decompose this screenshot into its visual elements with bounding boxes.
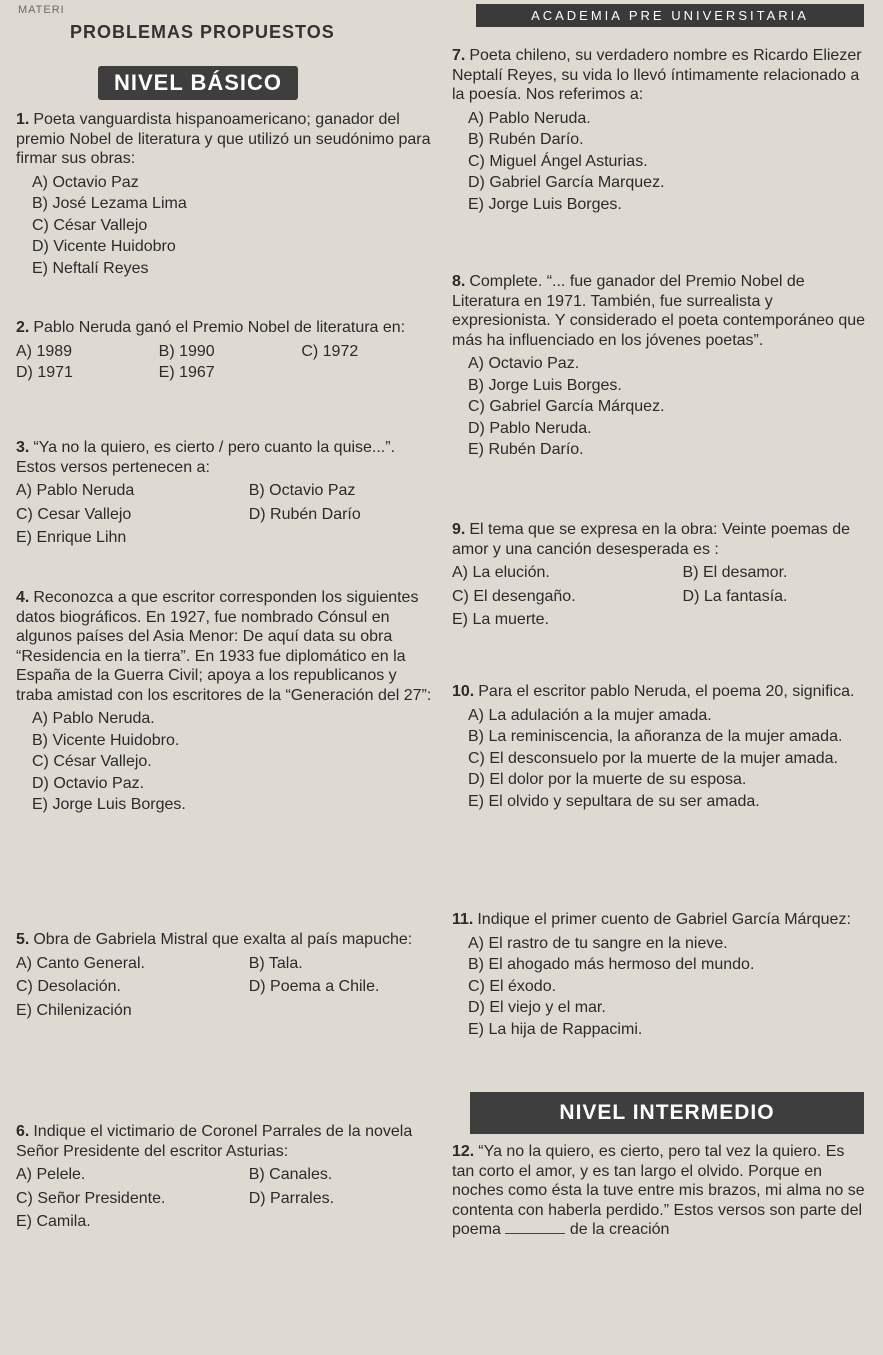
question-number: 11. bbox=[452, 911, 474, 928]
option-d[interactable]: D) La fantasía. bbox=[682, 587, 788, 605]
question-number: 5. bbox=[16, 931, 30, 948]
option-e[interactable]: E) Jorge Luis Borges. bbox=[32, 796, 186, 814]
question-5 bbox=[16, 930, 436, 1020]
question-text: Indique el victimario de Coronel Parrales de la novela Señor Presidente del escritor Asturias: bbox=[16, 1123, 413, 1160]
question-9 bbox=[452, 520, 868, 630]
option-a[interactable]: A) La adulación a la mujer amada. bbox=[468, 706, 712, 724]
academia-banner: ACADEMIA PRE UNIVERSITARIA bbox=[476, 4, 864, 27]
option-c[interactable]: C) El éxodo. bbox=[468, 977, 557, 995]
option-a[interactable]: A) Pelele. bbox=[16, 1166, 86, 1184]
option-a[interactable]: A) Canto General. bbox=[16, 954, 145, 972]
option-d[interactable]: D) Pablo Neruda. bbox=[468, 419, 592, 437]
options-list bbox=[16, 954, 436, 1021]
question-10 bbox=[452, 682, 868, 813]
question-text: Pablo Neruda ganó el Premio Nobel de literatura en: bbox=[33, 319, 406, 336]
options-list bbox=[16, 173, 436, 279]
question-text: Poeta vanguardista hispanoamericano; ganador del premio Nobel de literatura y que utilizó un seudónimo para firmar sus obras: bbox=[16, 111, 431, 168]
question-number: 6. bbox=[16, 1123, 30, 1140]
option-c[interactable]: C) Desolación. bbox=[16, 978, 121, 996]
option-e[interactable]: E) Chilenización bbox=[16, 1001, 132, 1019]
options-list bbox=[452, 934, 868, 1040]
question-number: 12. bbox=[452, 1143, 475, 1160]
question-3 bbox=[16, 438, 436, 548]
question-text: Indique el primer cuento de Gabriel García Márquez: bbox=[477, 911, 851, 928]
option-d[interactable]: D) Parrales. bbox=[248, 1189, 335, 1207]
option-e[interactable]: E) Camila. bbox=[16, 1213, 91, 1231]
option-c[interactable]: C) Gabriel García Márquez. bbox=[468, 398, 665, 416]
question-text: Para el escritor pablo Neruda, el poema 20, significa. bbox=[478, 683, 855, 700]
question-1 bbox=[16, 110, 436, 280]
option-c[interactable]: C) César Vallejo bbox=[32, 216, 148, 234]
answer-blank[interactable] bbox=[505, 1233, 565, 1234]
question-number: 2. bbox=[16, 319, 30, 336]
options-list bbox=[452, 354, 868, 460]
option-b[interactable]: B) Tala. bbox=[248, 954, 303, 972]
option-b[interactable]: B) Canales. bbox=[248, 1166, 333, 1184]
question-text: Complete. “... fue ganador del Premio Nobel de Literatura en 1971. También, fue surrealista y expresionista. Y considerado el poeta contemporáneo que más ha influenciado en los jóvenes poetas”. bbox=[452, 273, 866, 349]
question-8 bbox=[452, 272, 868, 462]
option-c[interactable]: C) Miguel Ángel Asturias. bbox=[468, 152, 648, 170]
option-e[interactable]: E) El olvido y sepultara de su ser amada. bbox=[468, 792, 760, 810]
question-text: Obra de Gabriela Mistral que exalta al país mapuche: bbox=[33, 931, 413, 948]
option-b[interactable]: B) Jorge Luis Borges. bbox=[468, 376, 622, 394]
option-a[interactable]: A) Octavio Paz bbox=[32, 173, 139, 191]
option-b[interactable]: B) Rubén Darío. bbox=[468, 131, 584, 149]
options-list bbox=[16, 342, 436, 383]
option-e[interactable]: E) Jorge Luis Borges. bbox=[468, 195, 622, 213]
option-e[interactable]: E) La muerte. bbox=[452, 611, 549, 629]
question-6 bbox=[16, 1122, 436, 1232]
question-number: 7. bbox=[452, 47, 466, 64]
question-text: El tema que se expresa en la obra: Veinte poemas de amor y una canción desesperada es : bbox=[452, 521, 851, 558]
option-c[interactable]: C) César Vallejo. bbox=[32, 753, 152, 771]
options-list bbox=[452, 109, 868, 215]
option-a[interactable]: A) Pablo Neruda. bbox=[32, 710, 155, 728]
option-b[interactable]: B) José Lezama Lima bbox=[32, 195, 187, 213]
option-e[interactable]: E) 1967 bbox=[158, 364, 215, 382]
question-11 bbox=[452, 910, 868, 1041]
question-4 bbox=[16, 588, 436, 817]
option-b[interactable]: B) La reminiscencia, la añoranza de la mujer amada. bbox=[468, 728, 843, 746]
option-c[interactable]: C) Cesar Vallejo bbox=[16, 505, 132, 523]
option-d[interactable]: D) El viejo y el mar. bbox=[468, 999, 606, 1017]
option-e[interactable]: E) Rubén Darío. bbox=[468, 441, 584, 459]
level-intermediate-badge: NIVEL INTERMEDIO bbox=[470, 1092, 864, 1134]
options-list bbox=[16, 1165, 436, 1232]
option-e[interactable]: E) Enrique Lihn bbox=[16, 529, 127, 547]
option-d[interactable]: D) Poema a Chile. bbox=[248, 978, 380, 996]
options-list bbox=[16, 709, 436, 815]
option-b[interactable]: B) El desamor. bbox=[682, 564, 788, 582]
option-b[interactable]: B) Vicente Huidobro. bbox=[32, 731, 180, 749]
options-list bbox=[452, 563, 868, 630]
question-text: Reconozca a que escritor corresponden los siguientes datos biográficos. En 1927, fue nombrado Cónsul en algunos países del Asia Menor: De aquí data su obra “Residencia en la tierra”. En 1933 fue diplomático en la España de la Guerra Civil; apoya a los republicanos y traba amistad con los escritores de la “Generación del 27”: bbox=[16, 589, 432, 704]
option-c[interactable]: C) El desengaño. bbox=[452, 587, 576, 605]
option-d[interactable]: D) El dolor por la muerte de su esposa. bbox=[468, 771, 747, 789]
level-basic-badge: NIVEL BÁSICO bbox=[98, 66, 298, 100]
option-b[interactable]: B) Octavio Paz bbox=[248, 482, 356, 500]
options-list bbox=[16, 481, 436, 548]
option-a[interactable]: A) La elución. bbox=[452, 564, 550, 582]
option-c[interactable]: C) Señor Presidente. bbox=[16, 1189, 166, 1207]
option-a[interactable]: A) 1989 bbox=[16, 342, 73, 360]
question-number: 4. bbox=[16, 589, 30, 606]
option-b[interactable]: B) El ahogado más hermoso del mundo. bbox=[468, 956, 755, 974]
option-c[interactable]: C) El desconsuelo por la muerte de la mujer amada. bbox=[468, 749, 838, 767]
option-a[interactable]: A) El rastro de tu sangre en la nieve. bbox=[468, 934, 728, 952]
question-number: 3. bbox=[16, 439, 30, 456]
page-title: PROBLEMAS PROPUESTOS bbox=[70, 22, 335, 42]
question-text: “Ya no la quiero, es cierto / pero cuanto la quise...”. Estos versos pertenecen a: bbox=[16, 439, 396, 476]
option-a[interactable]: A) Octavio Paz. bbox=[468, 355, 580, 373]
question-number: 8. bbox=[452, 273, 466, 290]
question-number: 9. bbox=[452, 521, 466, 538]
option-d[interactable]: D) 1971 bbox=[16, 364, 73, 382]
question-2 bbox=[16, 318, 436, 383]
question-text: “Ya no la quiero, es cierto, pero tal vez la quiero. Es tan corto el amor, y es tan largo el olvido. Porque en noches como ésta la tuve entre mis brazos, mi alma no se contenta con haberla perdido.” Estos versos son parte del poema bbox=[452, 1143, 865, 1239]
question-7 bbox=[452, 46, 868, 216]
option-d[interactable]: D) Octavio Paz. bbox=[32, 774, 145, 792]
option-a[interactable]: A) Pablo Neruda bbox=[16, 482, 135, 500]
corner-mark: MATERI bbox=[18, 4, 65, 16]
question-number: 1. bbox=[16, 111, 30, 128]
question-12 bbox=[452, 1142, 868, 1240]
option-c[interactable]: C) 1972 bbox=[301, 342, 359, 360]
options-list bbox=[452, 706, 868, 812]
option-e[interactable]: E) Neftalí Reyes bbox=[32, 259, 149, 277]
option-d[interactable]: D) Vicente Huidobro bbox=[32, 238, 176, 256]
question-text: Poeta chileno, su verdadero nombre es Ricardo Eliezer Neptalí Reyes, su vida lo llevó íntimamente relacionado a la poesía. Nos referimos a: bbox=[452, 47, 862, 104]
option-a[interactable]: A) Pablo Neruda. bbox=[468, 109, 591, 127]
option-e[interactable]: E) La hija de Rappacimi. bbox=[468, 1020, 643, 1038]
option-d[interactable]: D) Gabriel García Marquez. bbox=[468, 174, 665, 192]
question-tail: de la creación bbox=[569, 1221, 670, 1239]
question-number: 10. bbox=[452, 683, 475, 700]
option-d[interactable]: D) Rubén Darío bbox=[248, 505, 361, 523]
option-b[interactable]: B) 1990 bbox=[158, 342, 215, 360]
